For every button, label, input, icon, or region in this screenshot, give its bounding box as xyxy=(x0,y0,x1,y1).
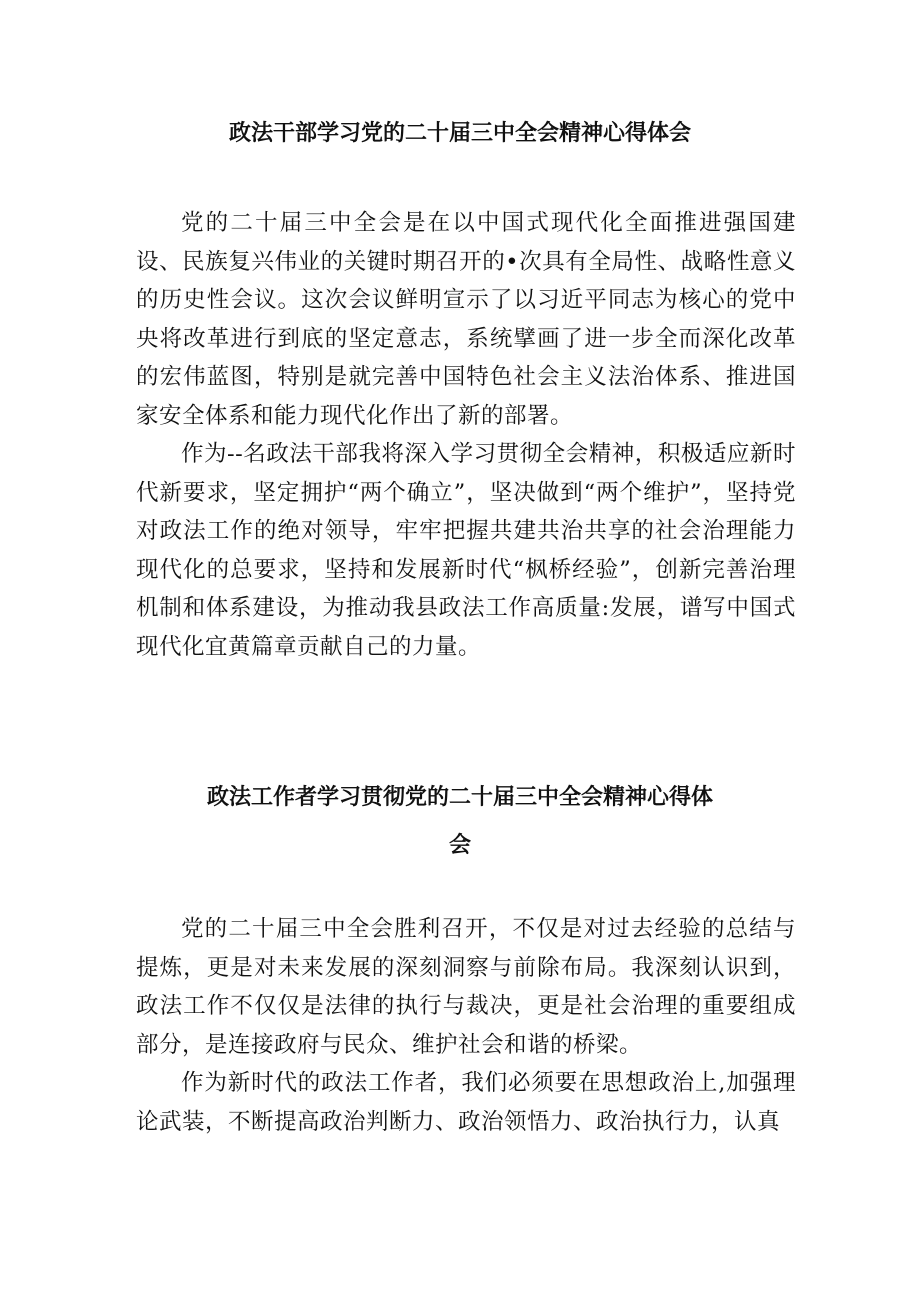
article-1-body xyxy=(136,204,796,666)
article-2-title xyxy=(0,774,920,870)
article-2-title-line-1: 政法工作者学习贯彻党的二十届三中全会精神心得体 xyxy=(206,785,713,810)
article-1-paragraph-2: 作为--名政法干部我将深入学习贯彻全会精神，积极适应新时代新要求，坚定拥护“两个确立”，坚决做到“两个维护”，坚持党对政法工作的绝对领导，牢牢把握共建共治共享的社会治理能力现代化的总要求，坚持和发展新时代“枫桥经验”，创新完善治理机制和体系建设，为推动我县政法工作高质量:发展，谱写中国式现代化宜黄篇章贡献自己的力量。 xyxy=(136,441,796,660)
article-2-paragraph-1: 党的二十届三中全会胜利召开，不仅是对过去经验的总结与提炼，更是对未来发展的深刻洞察与前除布局。我深刻认识到，政法工作不仅仅是法律的执行与裁决，更是社会治理的重要组成部分，是连接政府与民众、维护社会和谐的桥梁。 xyxy=(136,916,796,1058)
article-2-paragraph-2: 作为新时代的政法工作者，我们必须要在思想政治上,加强理论武装，不断提高政治判断力、政治领悟力、政治执行力，认真 xyxy=(136,1070,796,1135)
article-2-body xyxy=(136,910,796,1141)
article-1-paragraph-1: 党的二十届三中全会是在以中国式现代化全面推进强国建设、民族复兴伟业的关键时期召开的•次具有全局性、战略性意义的历史性会议。这次会议鲜明宣示了以习近平同志为核心的党中央将改革进行到底的坚定意志，系统擘画了进一步全而深化改革的宏伟蓝图，特别是就完善中国特色社会主义法治体系、推进国家安全体系和能力现代化作出了新的部署。 xyxy=(136,210,796,429)
article-1-title: 政法干部学习党的二十届三中全会精神心得体会 xyxy=(228,121,691,146)
article-2-title-line-2: 会 xyxy=(448,833,471,858)
